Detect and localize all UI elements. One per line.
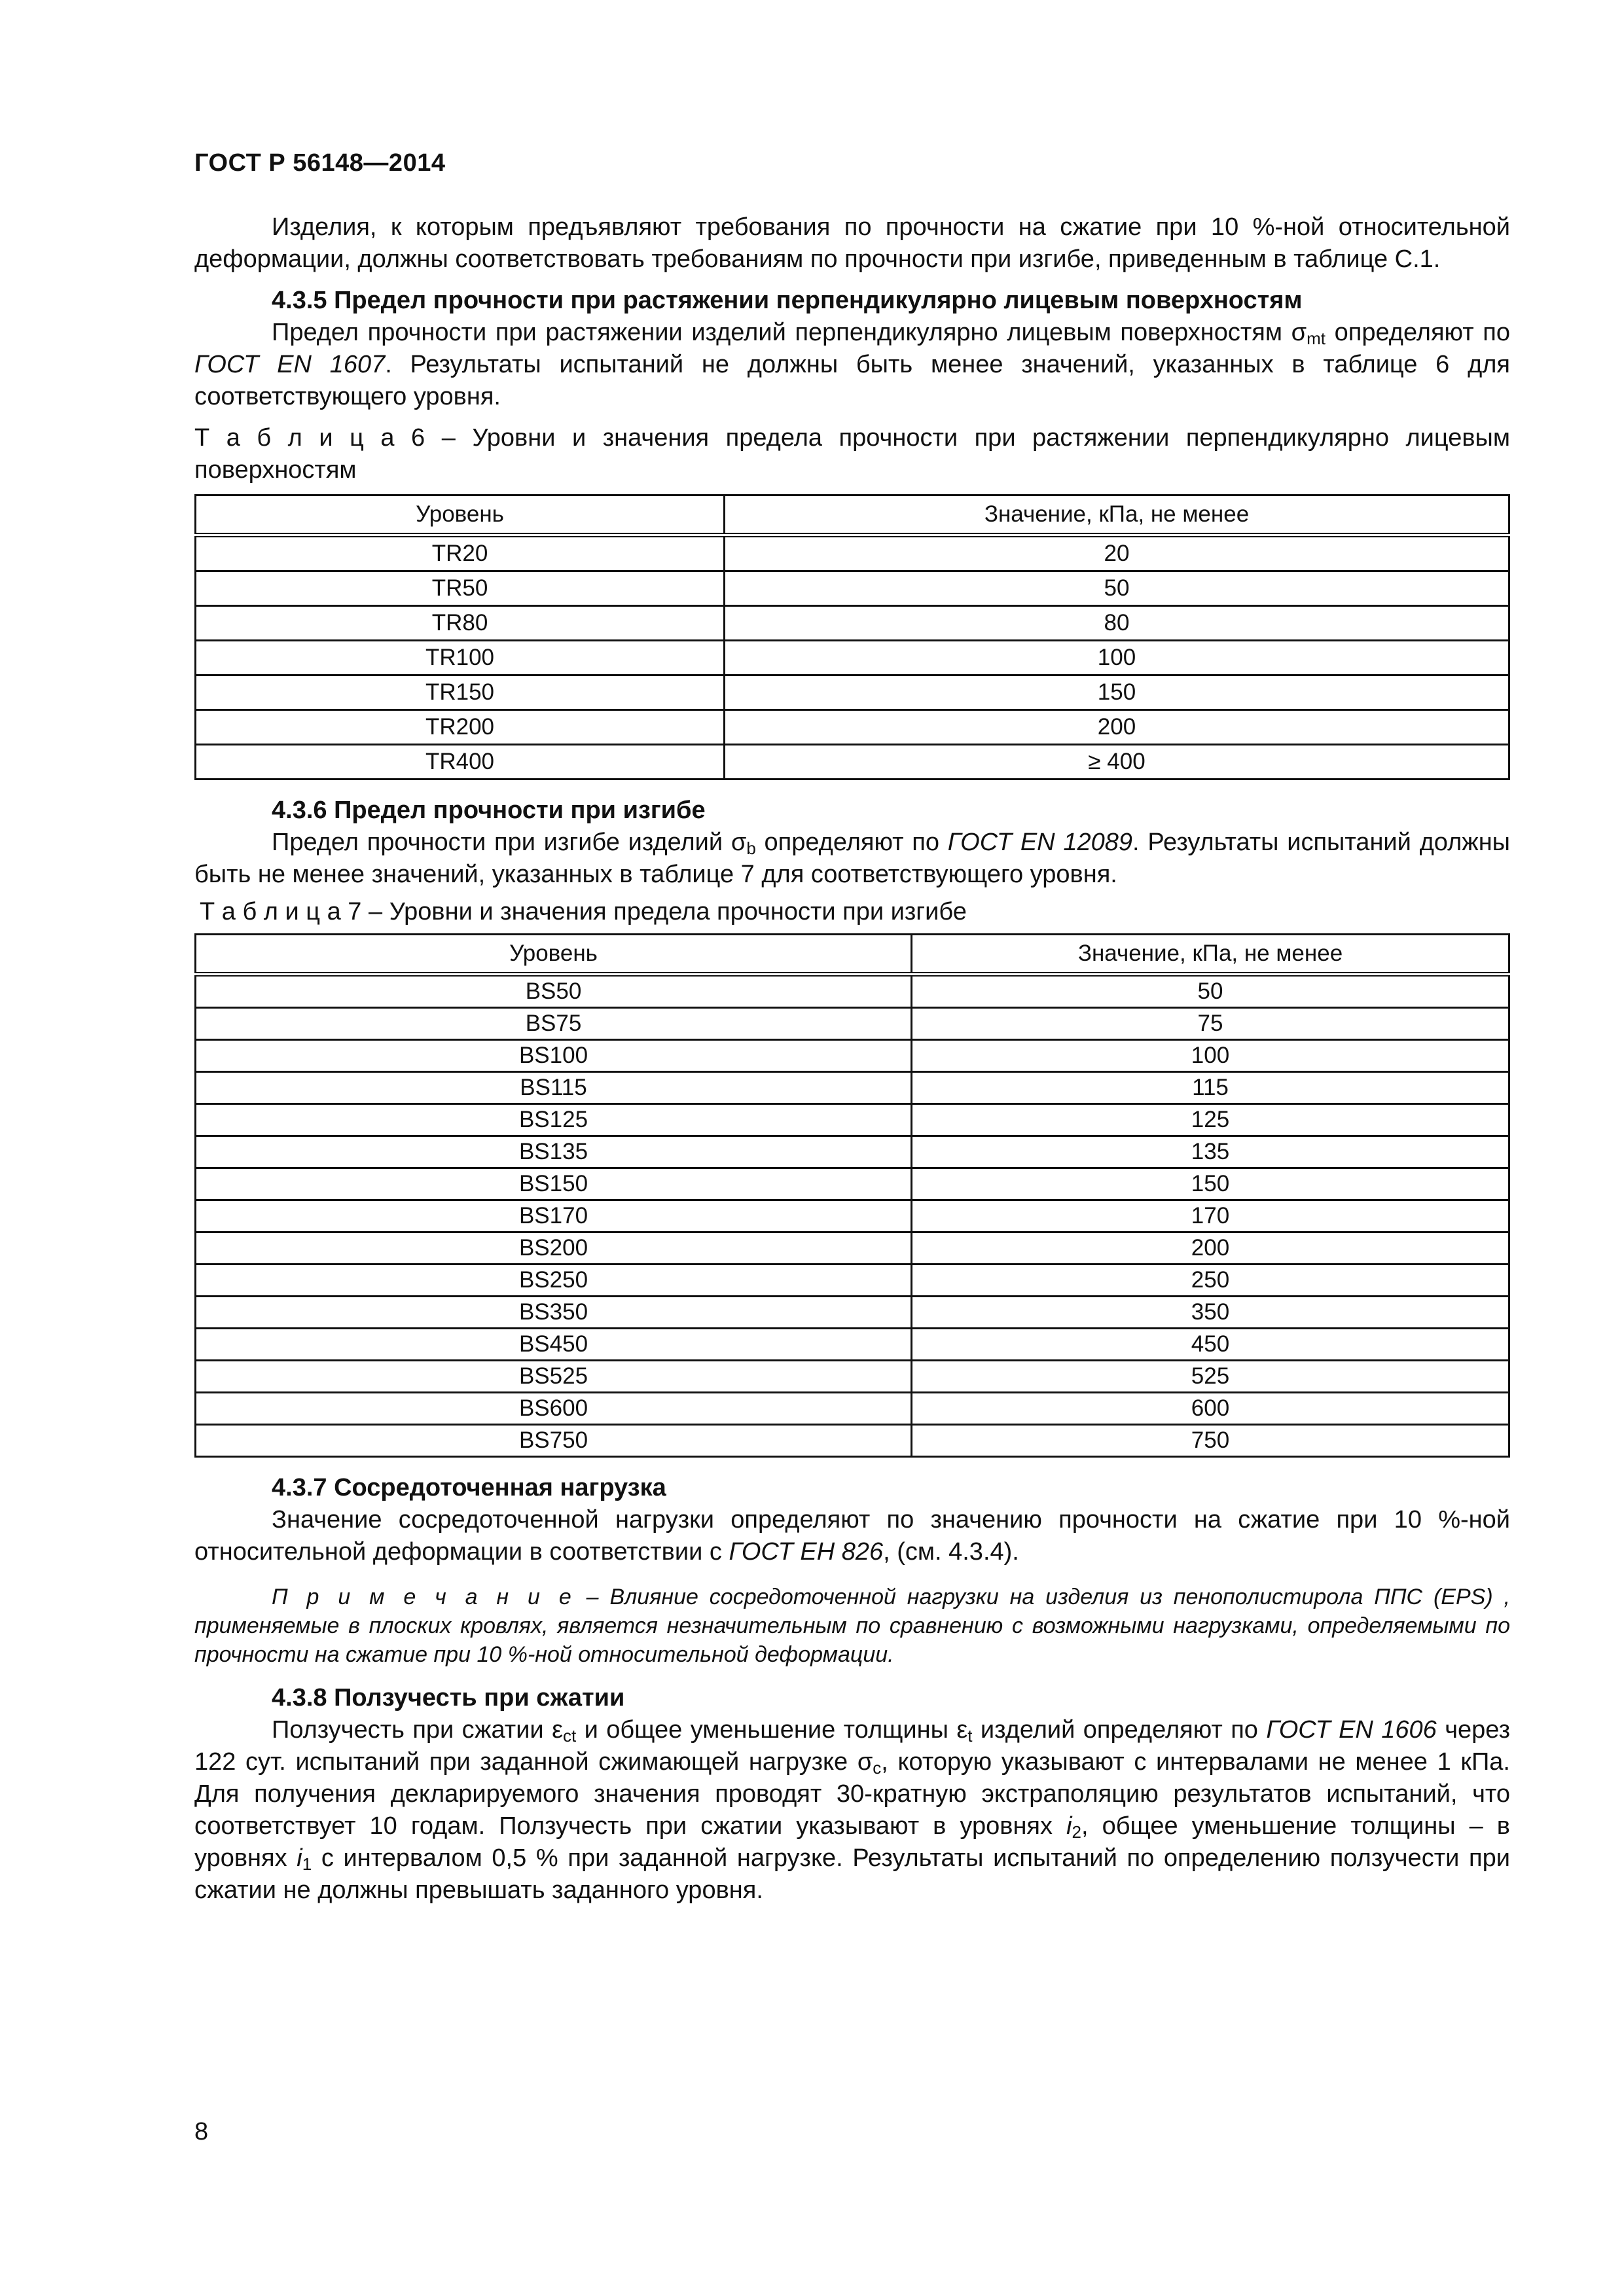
paragraph-4-3-6: Предел прочности при изгибе изделий $\sigma_b$ определяют по ГОСТ EN 12089. Результаты испытаний должны быть не менее значений, указанных в таблице 7 для соответствующего уровня. [194,829,1510,888]
table-6 [194,494,1510,780]
table-row: BS50 50 [196,975,1509,1008]
table-7 [194,933,1510,1458]
table-row: BS450 450 [196,1329,1509,1361]
table7-header-value: Значение, кПа, не менее [912,935,1509,975]
table-row: BS135 135 [196,1136,1509,1168]
table-row: TR80 80 [196,606,1509,641]
table7-caption: Т а б л и ц а 7 – Уровни и значения предела прочности при изгибе [200,898,967,925]
table-row: BS750 750 [196,1425,1509,1457]
section-heading-4-3-7: 4.3.7 Сосредоточенная нагрузка [272,1474,666,1501]
table-row: TR100 100 [196,641,1509,675]
table-row: BS125 125 [196,1104,1509,1136]
table-row: BS600 600 [196,1393,1509,1425]
paragraph-4-3-5: Предел прочности при растяжении изделий перпендикулярно лицевым поверхностям $\sigma_{mt}$ определяют по ГОСТ EN 1607. Результаты испытаний не должны быть менее значений, указанных в таблице 6 для соответствующего уровня. [194,319,1510,410]
page-number: 8 [194,2118,209,2145]
table-row: TR20 20 [196,535,1509,571]
reference-gost-en-826: ГОСТ ЕН 826 [729,1538,884,1566]
paragraph-4-3-7: Значение сосредоточенной нагрузки определяют по значению прочности на сжатие при 10 %-ной относительной деформации в соответствии с ГОСТ ЕН 826, (см. 4.3.4). [194,1506,1510,1566]
intro-paragraph: Изделия, к которым предъявляют требования по прочности на сжатие при 10 %-ной относительной деформации, должны соответствовать требованиям по прочности при изгибе, приведенным в таблице С.1. [194,213,1510,273]
table-row: BS170 170 [196,1200,1509,1232]
paragraph-4-3-8: Ползучесть при сжатии $\varepsilon_{ct}$ и общее уменьшение толщины $\varepsilon_t$ изделий определяют по ГОСТ EN 1606 через 122 сут. испытаний при заданной сжимающей нагрузке $\sigma_c$, которую указывают с интервалами не менее 1 кПа. Для получения декларируемого значения проводят 30-кратную экстраполяцию результатов испытаний, что соответствует 10 годам. Ползучесть при сжатии указывают в уровнях $i_2$, общее уменьшение толщины – в уровнях $i_1$ с интервалом 0,5 % при заданной нагрузке. Результаты испытаний по определению ползучести при сжатии не должны превышать заданного уровня. [194,1716,1511,1904]
table6-header-value: Значение, кПа, не менее [725,495,1509,535]
table-row: TR50 50 [196,571,1509,606]
table-row: TR200 200 [196,710,1509,745]
reference-gost-en-12089: ГОСТ EN 12089 [947,829,1133,856]
table7-header-level: Уровень [196,935,912,975]
table-row: BS75 75 [196,1008,1509,1040]
table-row: BS200 200 [196,1232,1509,1265]
table-row: BS350 350 [196,1297,1509,1329]
table6-header-level: Уровень [196,495,725,535]
reference-gost-en-1607: ГОСТ EN 1607 [194,351,386,378]
document-page [194,149,1510,1907]
table-row: TR400 ≥ 400 [196,745,1509,780]
section-heading-4-3-8: 4.3.8 Ползучесть при сжатии [272,1684,625,1712]
table-row: BS115 115 [196,1072,1509,1104]
section-heading-4-3-6: 4.3.6 Предел прочности при изгибе [272,797,706,824]
section-heading-4-3-5: 4.3.5 Предел прочности при растяжении перпендикулярно лицевым поверхностям [272,287,1303,314]
standard-designation: ГОСТ Р 56148—2014 [194,149,446,177]
reference-gost-en-1606: ГОСТ EN 1606 [1266,1716,1437,1744]
table-row: BS525 525 [196,1361,1509,1393]
table-row: TR150 150 [196,675,1509,710]
table-row: BS100 100 [196,1040,1509,1072]
table6-caption: Т а б л и ц а 6 – Уровни и значения предела прочности при растяжении перпендикулярно лицевым поверхностям [194,424,1510,484]
table-row: BS150 150 [196,1168,1509,1200]
table-row: BS250 250 [196,1265,1509,1297]
note-4-3-7: П р и м е ч а н и е – Влияние сосредоточенной нагрузки на изделия из пенополистирола ППС (EPS) , применяемые в плоских кровлях, является незначительным по сравнению с возможными нагрузками, определяемыми по прочности на сжатие при 10 %-ной относительной деформации. [194,1585,1510,1667]
